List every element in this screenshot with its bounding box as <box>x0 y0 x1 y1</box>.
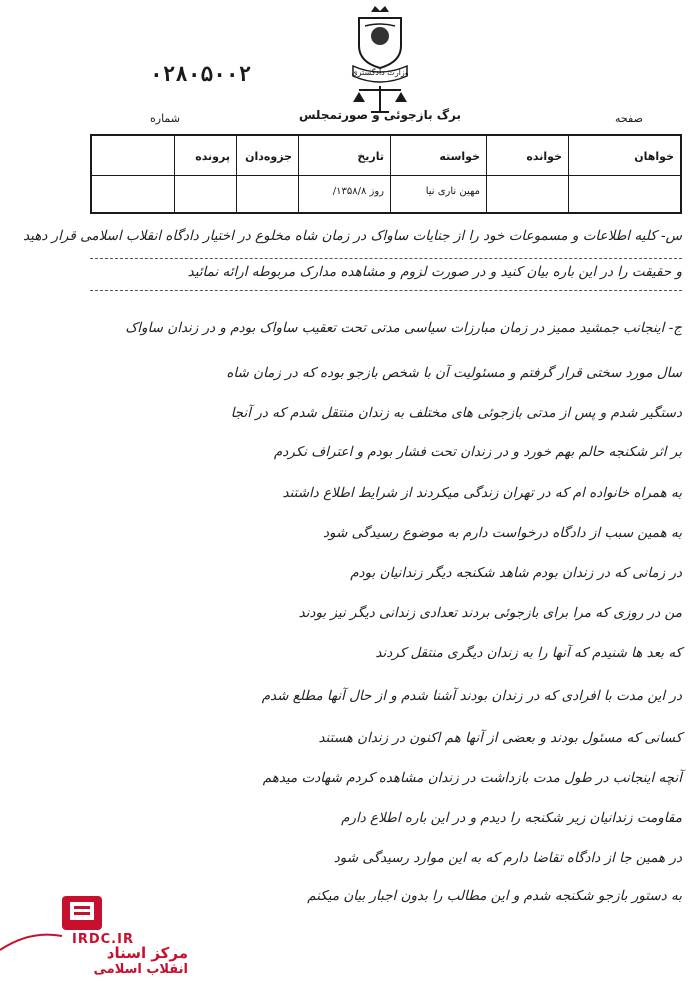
watermark-site: IRDC.IR <box>72 932 134 947</box>
emblem-caption: وزارت دادگستری <box>351 68 409 77</box>
value-defendant <box>486 176 568 214</box>
watermark-line2: انقلاب اسلامی <box>93 962 188 977</box>
value-plaintiff <box>568 176 680 214</box>
number-label: شماره <box>150 112 181 125</box>
handwritten-line: من در روزی که مرا برای بازجوئی بردند تعدادی زندانی دیگر نیز بودند <box>298 605 682 621</box>
value-case <box>174 176 236 214</box>
handwritten-line: کسانی که مسئول بودند و بعضی از آنها هم اکنون در زندان هستند <box>318 730 682 746</box>
handwritten-line: سال مورد سختی قرار گرفتم و مسئولیت آن با شخص بازجو بوده که در زمان شاه <box>226 365 682 381</box>
handwritten-line: در این مدت با افرادی که در زندان بودند آشنا شدم و از حال آنها مطلع شدم <box>261 688 682 704</box>
header-defendant: خوانده <box>486 136 568 176</box>
handwritten-line: به همراه خانواده ام که در تهران زندگی میکردند از شرایط اطلاع داشتند <box>282 485 682 501</box>
question-rule <box>90 290 682 291</box>
serial-number: ۰۲۸۰۵۰۰۲ <box>150 62 252 86</box>
value-claim: مهین ناری نیا <box>390 176 486 214</box>
handwritten-line: در همین جا از دادگاه تقاضا دارم که به این موارد رسیدگی شود <box>333 850 682 866</box>
header-claim: خواسته <box>390 136 486 176</box>
header-case: پرونده <box>174 136 236 176</box>
question-rule <box>90 258 682 259</box>
handwritten-line: به همین سبب از دادگاه درخواست دارم به موضوع رسیدگی شود <box>323 525 682 541</box>
handwritten-line: س- کلیه اطلاعات و مسموعات خود را از جنایات ساواک در زمان شاه مخلوع در اختیار دادگاه انقلاب اسلامی قرار دهید <box>23 228 682 244</box>
case-info-table <box>90 134 682 214</box>
header-date: تاریخ <box>298 136 390 176</box>
header-plaintiff: خواهان <box>568 136 680 176</box>
handwritten-line: بر اثر شکنجه حالم بهم خورد و در زندان تحت فشار بودم و اعتراف نکردم <box>273 444 682 460</box>
handwritten-line: مقاومت زندانیان زیر شکنجه را دیدم و در این باره اطلاع دارم <box>341 810 682 826</box>
header-folder: جزوه‌دان <box>236 136 298 176</box>
handwritten-line: دستگیر شدم و پس از مدتی بازجوئی های مختلف به زندان منتقل شدم که در آنجا <box>230 405 682 421</box>
handwritten-line: که بعد ها شنیدم که آنها را به زندان دیگری منتقل کردند <box>375 645 682 661</box>
page-label: صفحه <box>615 112 643 125</box>
handwritten-line: و حقیقت را در این باره بیان کنید و در صورت لزوم و مشاهده مدارک مربوطه ارائه نمائید <box>187 264 682 280</box>
handwritten-line: آنچه اینجانب در طول مدت بازداشت در زندان مشاهده کردم شهادت میدهم <box>262 770 682 786</box>
handwritten-line: ج- اینجانب جمشید ممیز در زمان مبارزات سیاسی مدتی تحت تعقیب ساواک بودم و در زندان ساواک <box>125 320 682 336</box>
header-spacer <box>92 136 174 176</box>
handwritten-line: به دستور بازجو شکنجه شدم و این مطالب را بدون اجبار بیان میکنم <box>307 888 682 904</box>
form-title: برگ بازجوئی و صورتمجلس <box>298 108 462 122</box>
watermark-line1: مرکز اسناد <box>106 944 188 962</box>
judiciary-emblem <box>345 6 415 114</box>
value-date: روز ۱۳۵۸/۸/ <box>298 176 390 214</box>
value-folder <box>236 176 298 214</box>
handwritten-line: در زمانی که در زندان بودم شاهد شکنجه دیگر زندانیان بودم <box>350 565 682 581</box>
irdc-watermark-logo <box>0 890 190 981</box>
value-spacer <box>92 176 174 214</box>
